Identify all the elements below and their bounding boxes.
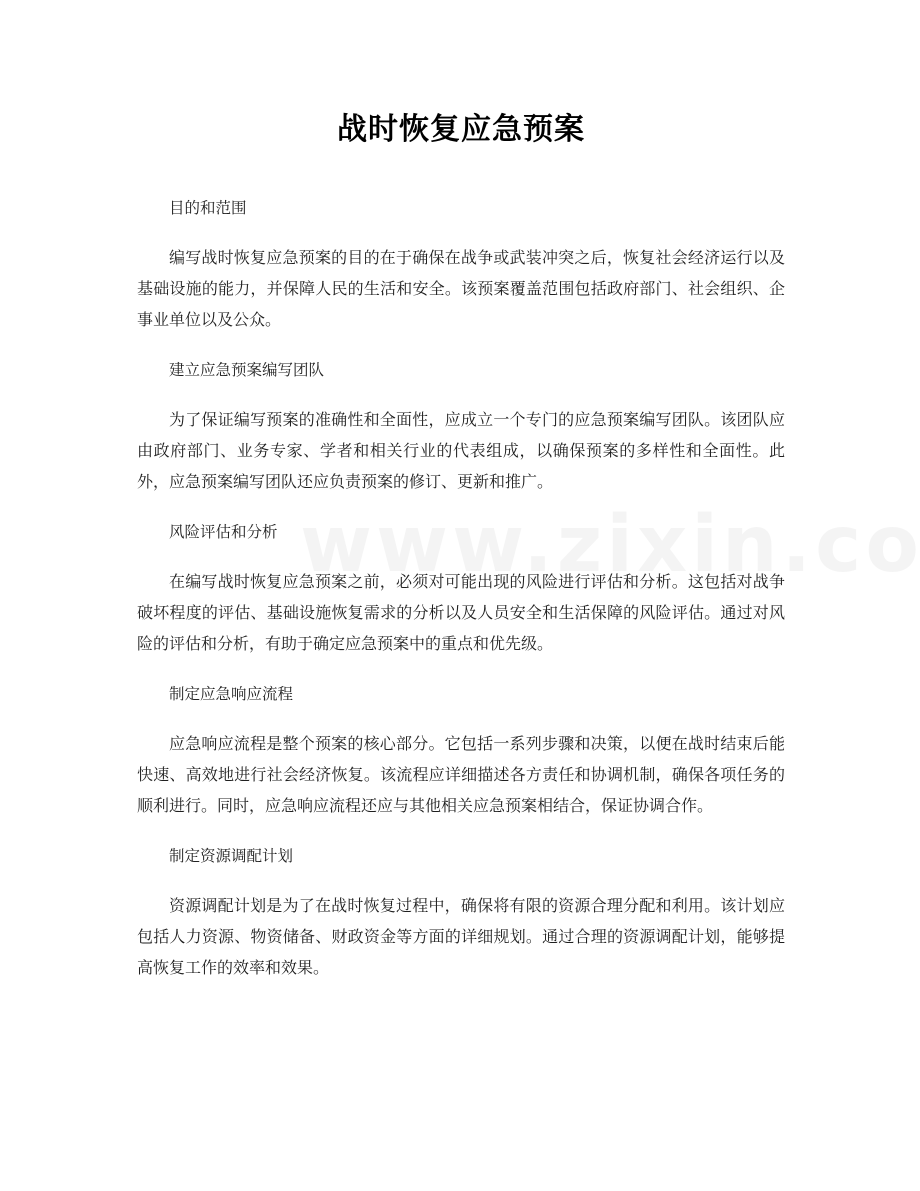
document-title: 战时恢复应急预案 xyxy=(337,112,585,147)
section-heading: 风险评估和分析 xyxy=(169,523,278,541)
section-heading: 制定资源调配计划 xyxy=(169,847,294,865)
section-heading: 目的和范围 xyxy=(169,199,247,217)
section-resource-plan xyxy=(137,841,785,983)
section-body: 为了保证编写预案的准确性和全面性，应成立一个专门的应急预案编写团队。该团队应由政府部门、业务专家、学者和相关行业的代表组成，以确保预案的多样性和全面性。此外，应急预案编写团队还应负责预案的修订、更新和推广。 xyxy=(137,410,785,491)
section-heading: 建立应急预案编写团队 xyxy=(169,361,325,379)
section-purpose-scope xyxy=(137,193,785,335)
section-body: 在编写战时恢复应急预案之前，必须对可能出现的风险进行评估和分析。这包括对战争破坏程度的评估、基础设施恢复需求的分析以及人员安全和生活保障的风险评估。通过对风险的评估和分析，有助于确定应急预案中的重点和优先级。 xyxy=(137,572,785,653)
section-risk-assessment xyxy=(137,517,785,659)
section-response-process xyxy=(137,679,785,821)
section-body: 编写战时恢复应急预案的目的在于确保在战争或武装冲突之后，恢复社会经济运行以及基础设施的能力，并保障人民的生活和安全。该预案覆盖范围包括政府部门、社会组织、企事业单位以及公众。 xyxy=(137,248,785,329)
section-team xyxy=(137,355,785,497)
section-heading: 制定应急响应流程 xyxy=(169,685,294,703)
section-body: 资源调配计划是为了在战时恢复过程中，确保将有限的资源合理分配和利用。该计划应包括人力资源、物资储备、财政资金等方面的详细规划。通过合理的资源调配计划，能够提高恢复工作的效率和效果。 xyxy=(137,896,785,977)
section-body: 应急响应流程是整个预案的核心部分。它包括一系列步骤和决策，以便在战时结束后能快速、高效地进行社会经济恢复。该流程应详细描述各方责任和协调机制，确保各项任务的顺利进行。同时，应急响应流程还应与其他相关应急预案相结合，保证协调合作。 xyxy=(137,734,785,815)
